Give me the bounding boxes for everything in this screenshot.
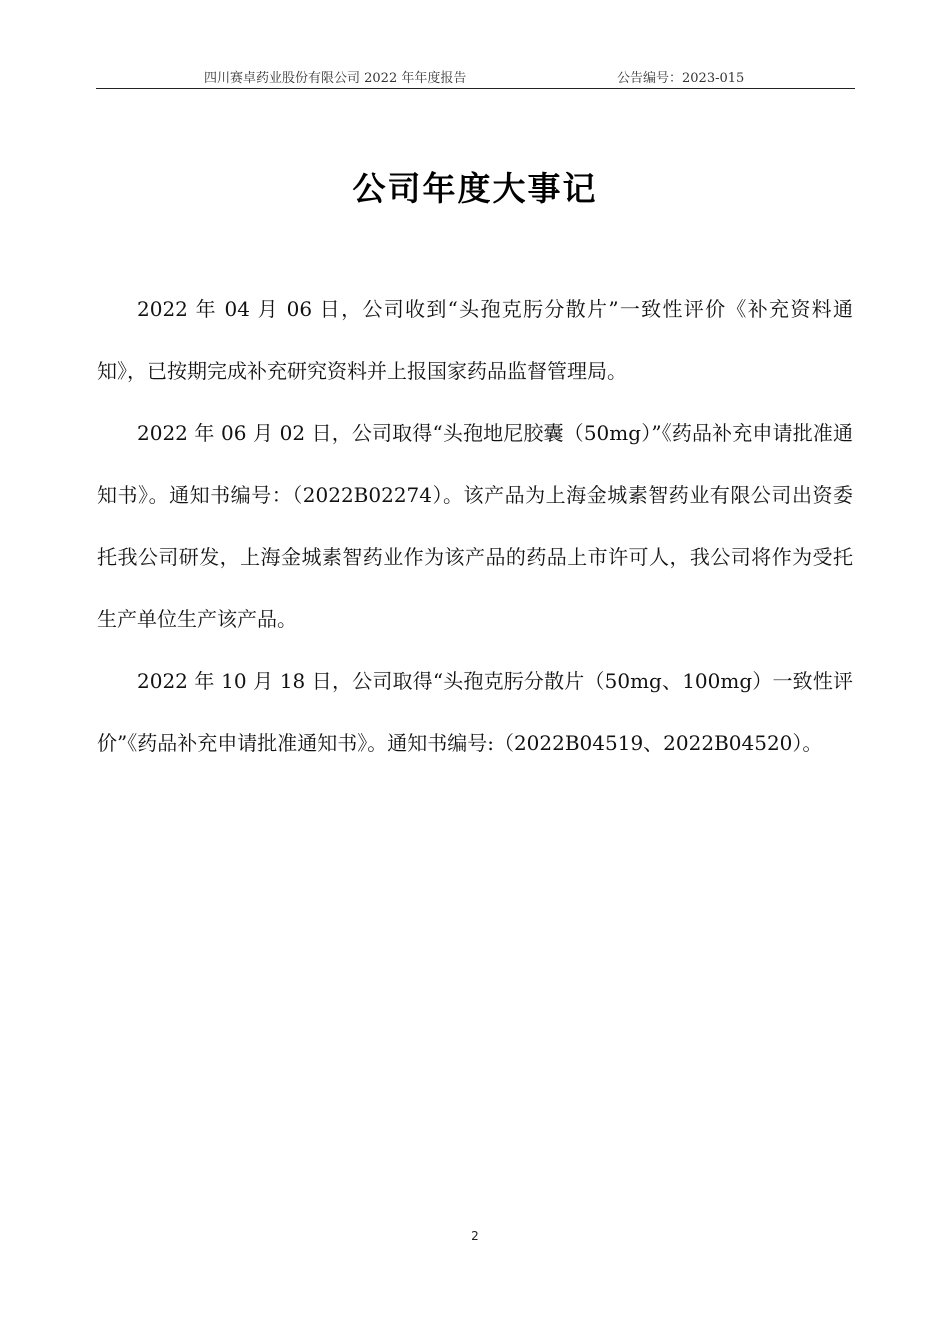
page-title: 公司年度大事记 bbox=[352, 169, 598, 208]
page-number: 2 bbox=[471, 1229, 479, 1243]
document-body bbox=[97, 278, 853, 774]
event-paragraph-1: 2022 年 04 月 06 日，公司收到“头孢克肟分散片”一致性评价《补充资料通知》，已按期完成补充研究资料并上报国家药品监督管理局。 bbox=[97, 297, 853, 383]
event-paragraph-3: 2022 年 10 月 18 日，公司取得“头孢克肟分散片（50mg、100mg）一致性评价”《药品补充申请批准通知书》。通知书编号:（2022B04519、2022B04520）。 bbox=[97, 669, 853, 755]
event-paragraph-2: 2022 年 06 月 02 日，公司取得“头孢地尼胶囊（50mg）”《药品补充申请批准通知书》。通知书编号：（2022B02274）。该产品为上海金城素智药业有限公司出资委托我公司研发，上海金城素智药业作为该产品的药品上市许可人，我公司将作为受托生产单位生产该产品。 bbox=[97, 421, 853, 631]
header-report-title: 四川赛卓药业股份有限公司 2022 年年度报告 bbox=[204, 71, 467, 86]
header-announcement-number: 公告编号：2023-015 bbox=[617, 71, 745, 86]
page-header bbox=[96, 62, 855, 89]
